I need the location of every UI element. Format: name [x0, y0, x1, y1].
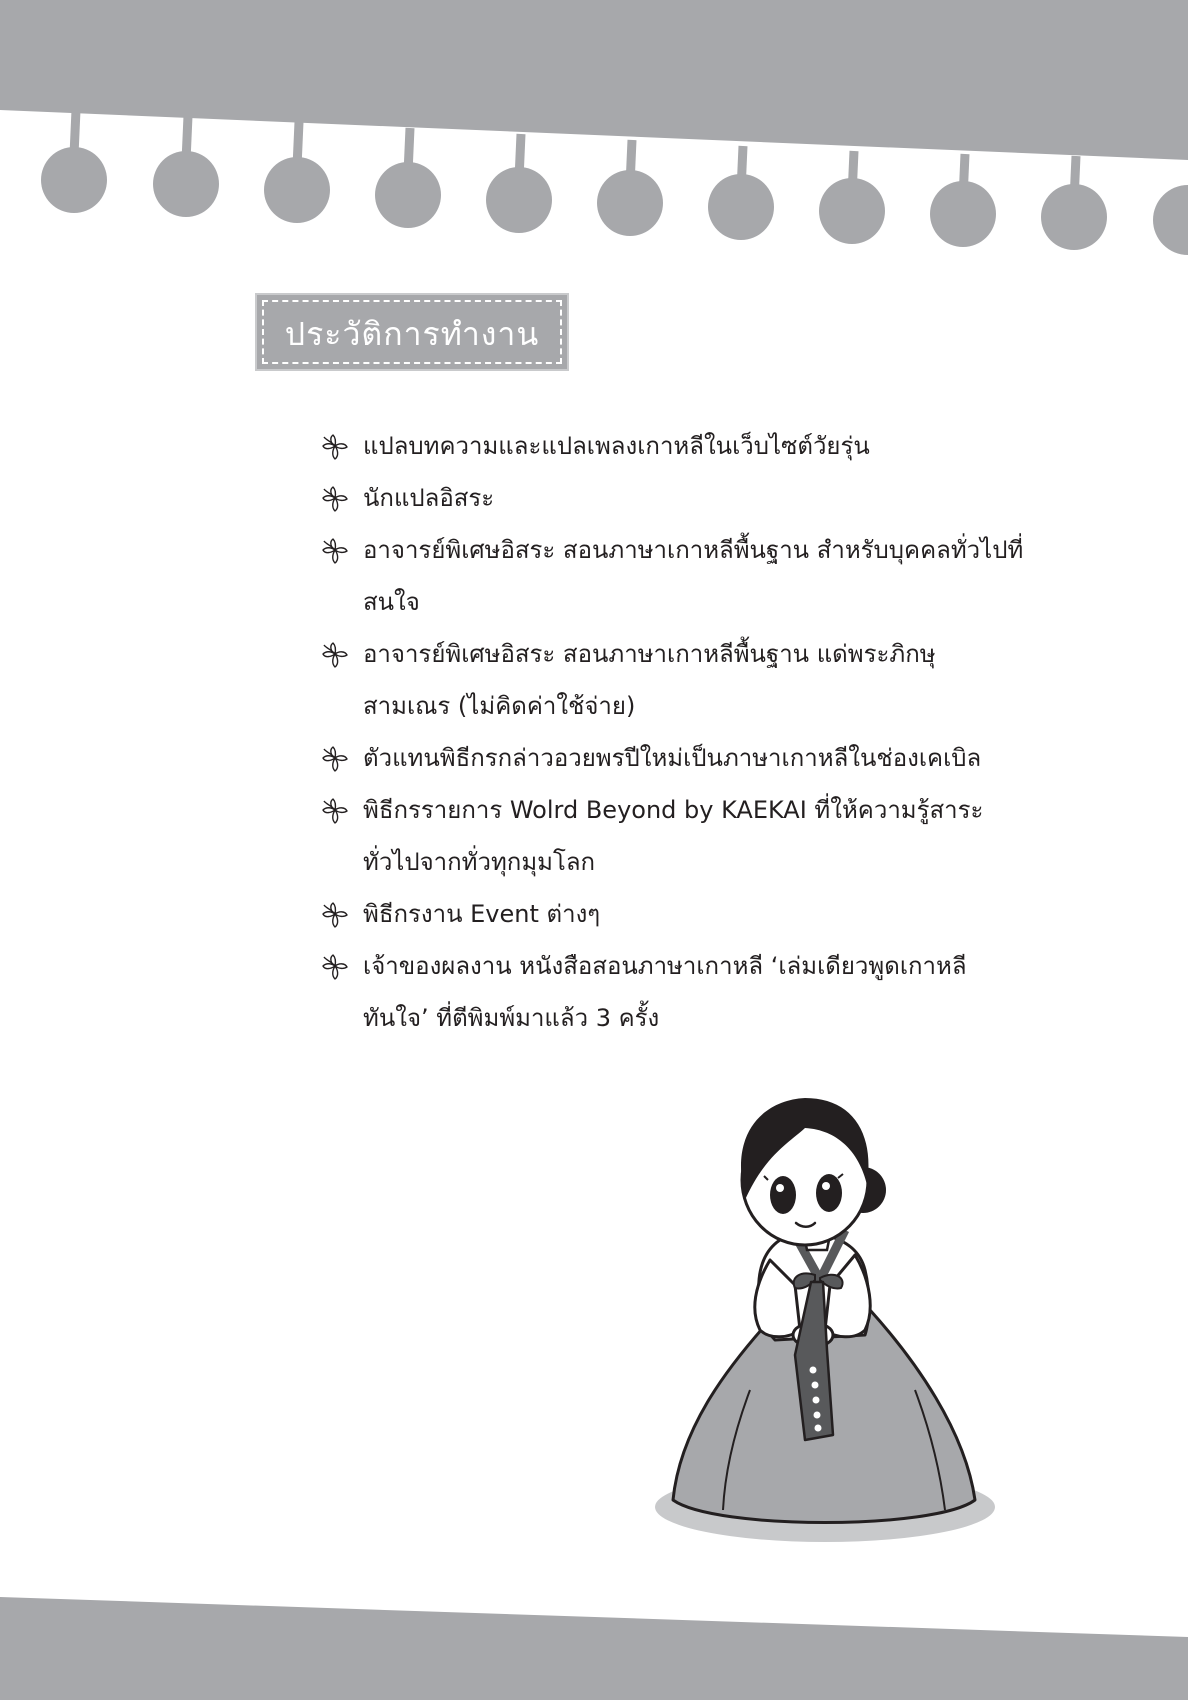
list-item-text: พิธีกรงาน Event ต่างๆ	[363, 900, 601, 928]
list-item-text: นักแปลอิสระ	[363, 484, 495, 512]
list-item-text: เจ้าของผลงาน หนังสือสอนภาษาเกาหลี ‘เล่มเดียวพูดเกาหลีทันใจ’ ที่ตีพิมพ์มาแล้ว 3 ครั้ง	[363, 952, 967, 1032]
list-item-text: แปลบทความและแปลเพลงเกาหลีในเว็บไซต์วัยรุ่น	[363, 432, 870, 460]
list-item-text: ตัวแทนพิธีกรกล่าวอวยพรปีใหม่เป็นภาษาเกาหลีในช่องเคเบิล	[363, 744, 982, 772]
list-item-text: พิธีกรรายการ Wolrd Beyond by KAEKAI ที่ให้ความรู้สาระทั่วไปจากทั่วทุกมุมโลก	[363, 796, 984, 876]
hanbok-girl-illustration	[655, 1090, 1025, 1570]
flower-bullet-icon	[320, 952, 350, 982]
list-item	[320, 940, 1030, 1044]
flower-bullet-icon	[320, 900, 350, 930]
list-item	[320, 420, 1030, 472]
flower-bullet-icon	[320, 536, 350, 566]
work-history-list	[320, 420, 1030, 1044]
list-item	[320, 472, 1030, 524]
section-title-box	[255, 293, 569, 371]
flower-bullet-icon	[320, 432, 350, 462]
list-item	[320, 524, 1030, 628]
list-item	[320, 888, 1030, 940]
list-item	[320, 732, 1030, 784]
list-item	[320, 784, 1030, 888]
list-item-text: อาจารย์พิเศษอิสระ สอนภาษาเกาหลีพื้นฐาน สำหรับบุคคลทั่วไปที่สนใจ	[363, 536, 1024, 616]
flower-bullet-icon	[320, 796, 350, 826]
flower-bullet-icon	[320, 484, 350, 514]
flower-bullet-icon	[320, 640, 350, 670]
flower-bullet-icon	[320, 744, 350, 774]
section-title: ประวัติการทำงาน	[284, 315, 540, 353]
list-item-text: อาจารย์พิเศษอิสระ สอนภาษาเกาหลีพื้นฐาน แด่พระภิกษุ สามเณร (ไม่คิดค่าใช้จ่าย)	[363, 640, 936, 720]
list-item	[320, 628, 1030, 732]
top-banner-decoration	[0, 0, 1188, 270]
